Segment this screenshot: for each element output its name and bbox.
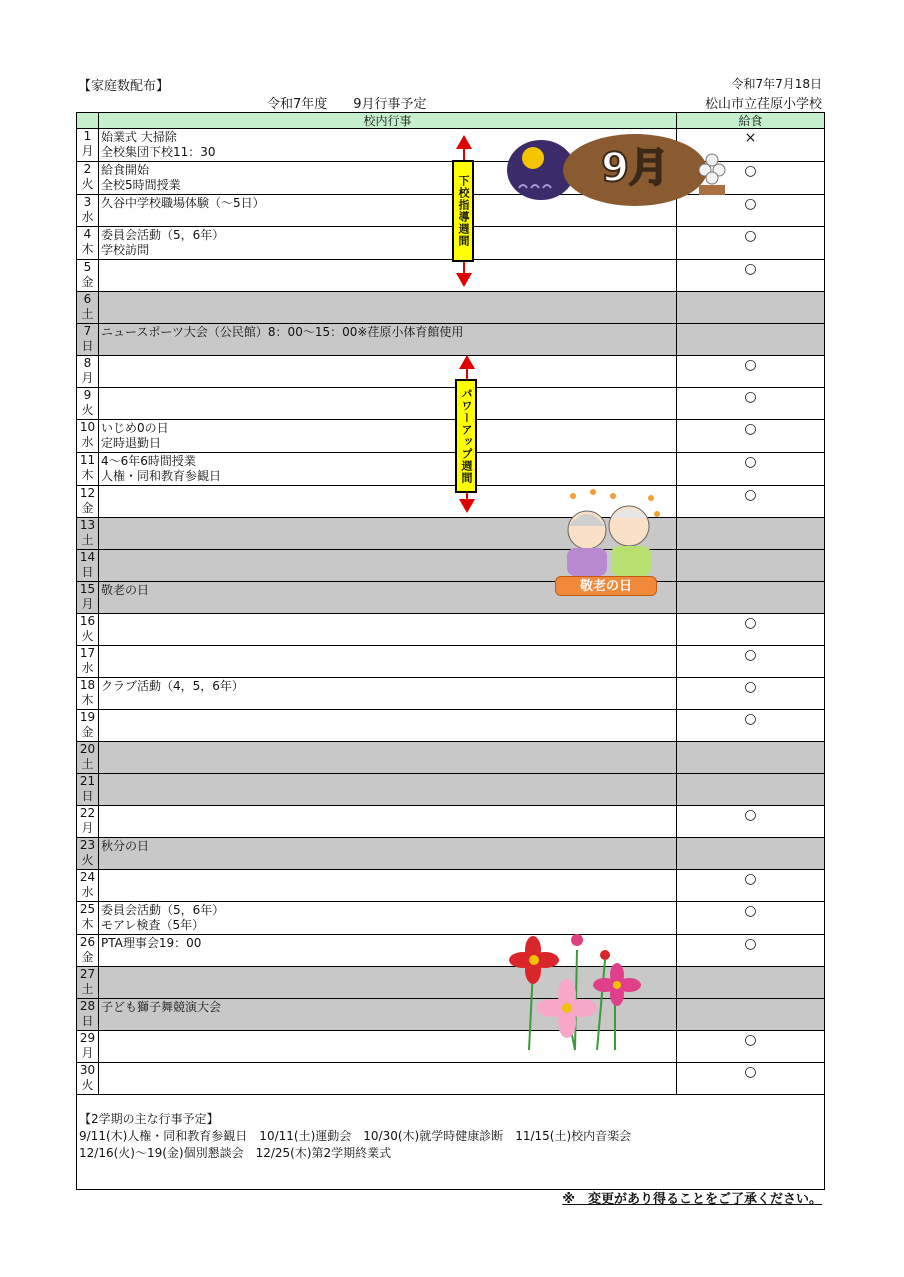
day-cell	[77, 292, 99, 324]
lunch-mark: ○	[744, 615, 757, 631]
event-text: 委員会活動（5，6年）	[101, 228, 225, 242]
lunch-cell	[677, 292, 825, 324]
day-cell	[77, 227, 99, 260]
event-text: 学校訪問	[101, 243, 150, 257]
lunch-cell	[677, 774, 825, 806]
lunch-cell	[677, 710, 825, 742]
day-cell	[77, 518, 99, 550]
day-row	[77, 999, 825, 1031]
day-row	[77, 838, 825, 870]
weekday: 水	[81, 885, 94, 899]
weekday: 土	[81, 533, 94, 547]
weekday: 土	[81, 757, 94, 771]
day-row	[77, 486, 825, 518]
lunch-mark: ○	[744, 421, 757, 437]
lunch-cell	[677, 453, 825, 486]
events-cell	[99, 260, 677, 292]
weekday: 金	[81, 275, 94, 289]
event-text: モアレ検査（5年）	[101, 918, 205, 932]
day-number: 15	[79, 582, 96, 596]
weekday: 日	[81, 789, 94, 803]
lunch-mark: ○	[744, 228, 757, 244]
lunch-cell	[677, 518, 825, 550]
day-row	[77, 292, 825, 324]
day-row	[77, 518, 825, 550]
notes-line-2: 12/16(火)～19(金)個別懇談会 12/25(木)第2学期終業式	[79, 1146, 392, 1160]
lunch-cell	[677, 227, 825, 260]
lunch-cell	[677, 260, 825, 292]
day-number: 26	[79, 935, 96, 949]
weekday: 水	[81, 435, 94, 449]
day-number: 9	[83, 388, 92, 402]
weekday: 土	[81, 307, 94, 321]
events-cell	[99, 806, 677, 838]
lunch-cell	[677, 1031, 825, 1063]
weekday: 月	[81, 371, 94, 385]
weekday: 金	[81, 950, 94, 964]
day-row	[77, 550, 825, 582]
lunch-mark: ○	[744, 807, 757, 823]
weekday: 木	[81, 468, 94, 482]
events-cell	[99, 646, 677, 678]
day-number: 14	[79, 550, 96, 564]
term-schedule-notes	[76, 1085, 825, 1190]
events-cell	[99, 614, 677, 646]
weekday: 日	[81, 1014, 94, 1028]
day-row	[77, 870, 825, 902]
lunch-cell	[677, 420, 825, 453]
event-text: PTA理事会19：00	[101, 936, 202, 950]
weekday: 木	[81, 693, 94, 707]
day-row	[77, 710, 825, 742]
week2-label: パワーアップ週間	[455, 379, 477, 493]
weekday: 水	[81, 210, 94, 224]
weekday: 水	[81, 661, 94, 675]
events-cell	[99, 227, 677, 260]
page-title: 令和7年度 9月行事予定	[267, 97, 427, 112]
weekday: 月	[81, 1046, 94, 1060]
events-column-header: 校内行事	[99, 113, 677, 129]
weekday: 月	[81, 821, 94, 835]
day-number: 25	[79, 902, 96, 916]
events-cell	[99, 388, 677, 420]
day-cell	[77, 806, 99, 838]
lunch-cell	[677, 806, 825, 838]
day-row	[77, 806, 825, 838]
lunch-cell	[677, 999, 825, 1031]
day-cell	[77, 838, 99, 870]
day-number: 10	[79, 420, 96, 434]
events-cell	[99, 678, 677, 710]
lunch-cell	[677, 742, 825, 774]
day-number: 24	[79, 870, 96, 884]
day-number: 23	[79, 838, 96, 852]
lunch-cell	[677, 967, 825, 999]
lunch-cell	[677, 870, 825, 902]
cosmos-flowers-icon	[505, 930, 655, 1054]
day-number: 18	[79, 678, 96, 692]
day-row	[77, 582, 825, 614]
events-cell	[99, 774, 677, 806]
weekday: 火	[81, 177, 94, 191]
notes-line-1: 9/11(木)人権・同和教育参観日 10/11(土)運動会 10/30(木)就学時健康診断 11/15(土)校内音楽会	[79, 1129, 632, 1143]
event-text: 始業式 大掃除	[101, 130, 177, 144]
events-cell	[99, 838, 677, 870]
day-column-header	[77, 113, 99, 129]
event-text: ニュースポーツ大会（公民館）8：00～15：00※荏原小体育館使用	[101, 325, 464, 339]
lunch-cell	[677, 486, 825, 518]
day-cell	[77, 453, 99, 486]
day-number: 22	[79, 806, 96, 820]
day-cell	[77, 420, 99, 453]
lunch-cell	[677, 678, 825, 710]
lunch-mark: ○	[744, 163, 757, 179]
keirou-badge: 敬老の日	[555, 576, 657, 596]
day-row	[77, 324, 825, 356]
day-row	[77, 902, 825, 935]
day-cell	[77, 710, 99, 742]
event-text: クラブ活動（4，5，6年）	[101, 679, 244, 693]
event-text: 秋分の日	[101, 839, 150, 853]
footer-disclaimer: ※ 変更があり得ることをご了承ください。	[562, 1192, 822, 1207]
day-cell	[77, 774, 99, 806]
day-number: 21	[79, 774, 96, 788]
day-cell	[77, 614, 99, 646]
distribution-label: 【家庭数配布】	[78, 79, 170, 94]
weekday: 火	[81, 403, 94, 417]
event-text: 子ども獅子舞競演大会	[101, 1000, 222, 1014]
lunch-mark: ○	[744, 1064, 757, 1080]
weekday: 火	[81, 629, 94, 643]
lunch-cell	[677, 550, 825, 582]
day-row	[77, 420, 825, 453]
day-cell	[77, 582, 99, 614]
day-cell	[77, 550, 99, 582]
school-name: 松山市立荏原小学校	[704, 97, 822, 112]
day-row	[77, 646, 825, 678]
lunch-cell	[677, 582, 825, 614]
day-cell	[77, 646, 99, 678]
day-cell	[77, 902, 99, 935]
lunch-cell	[677, 902, 825, 935]
day-cell	[77, 324, 99, 356]
lunch-mark: ○	[744, 871, 757, 887]
week1-label: 下校指導週間	[452, 160, 474, 262]
day-number: 7	[83, 324, 92, 338]
event-text: いじめ0の日	[101, 421, 169, 435]
day-number: 1	[83, 129, 92, 143]
day-cell	[77, 129, 99, 162]
weekday: 月	[81, 597, 94, 611]
event-text: 人権・同和教育参観日	[101, 469, 222, 483]
day-cell	[77, 195, 99, 227]
issue-date: 令和7年7月18日	[731, 77, 822, 91]
weekday: 火	[81, 853, 94, 867]
day-number: 5	[83, 260, 92, 274]
day-row	[77, 774, 825, 806]
day-number: 4	[83, 227, 92, 241]
day-number: 11	[79, 453, 96, 467]
weekday: 木	[81, 242, 94, 256]
day-cell	[77, 742, 99, 774]
lunch-mark: ○	[744, 389, 757, 405]
day-row	[77, 388, 825, 420]
weekday: 土	[81, 982, 94, 996]
day-number: 3	[83, 195, 92, 209]
day-number: 17	[79, 646, 96, 660]
lunch-mark: ○	[744, 936, 757, 952]
day-number: 30	[79, 1063, 96, 1077]
event-text: 4～6年6時間授業	[101, 454, 196, 468]
lunch-cell	[677, 646, 825, 678]
day-row	[77, 742, 825, 774]
lunch-mark: ○	[744, 487, 757, 503]
lunch-mark: ○	[744, 679, 757, 695]
day-cell	[77, 1031, 99, 1063]
weekday: 日	[81, 565, 94, 579]
day-number: 29	[79, 1031, 96, 1045]
day-row	[77, 260, 825, 292]
day-cell	[77, 935, 99, 967]
events-cell	[99, 292, 677, 324]
lunch-mark: ○	[744, 711, 757, 727]
day-cell	[77, 967, 99, 999]
lunch-mark: ○	[744, 647, 757, 663]
event-text: 全校5時間授業	[101, 178, 181, 192]
event-text: 定時退勤日	[101, 436, 162, 450]
event-text: 委員会活動（5，6年）	[101, 903, 225, 917]
lunch-mark: ×	[744, 130, 757, 146]
lunch-mark: ○	[744, 1032, 757, 1048]
day-cell	[77, 486, 99, 518]
weekday: 金	[81, 501, 94, 515]
notes-heading: 【2学期の主な行事予定】	[79, 1112, 219, 1126]
grandparents-icon	[553, 488, 663, 578]
day-number: 16	[79, 614, 96, 628]
events-cell	[99, 870, 677, 902]
events-cell	[99, 356, 677, 388]
lunch-mark: ○	[744, 903, 757, 919]
lunch-mark: ○	[744, 454, 757, 470]
day-number: 27	[79, 967, 96, 981]
events-cell	[99, 742, 677, 774]
events-cell	[99, 420, 677, 453]
day-row	[77, 227, 825, 260]
lunch-column-header: 給食	[677, 113, 825, 129]
day-number: 6	[83, 292, 92, 306]
day-row	[77, 614, 825, 646]
event-text: 敬老の日	[101, 583, 150, 597]
day-number: 19	[79, 710, 96, 724]
day-row	[77, 1031, 825, 1063]
weekday: 金	[81, 725, 94, 739]
lunch-mark: ○	[744, 357, 757, 373]
day-cell	[77, 260, 99, 292]
day-number: 8	[83, 356, 92, 370]
day-cell	[77, 162, 99, 195]
day-cell	[77, 356, 99, 388]
event-text: 久谷中学校職場体験（～5日）	[101, 196, 265, 210]
day-row	[77, 678, 825, 710]
day-number: 20	[79, 742, 96, 756]
month-badge	[505, 130, 735, 210]
day-number: 12	[79, 486, 96, 500]
lunch-cell	[677, 838, 825, 870]
weekday: 月	[81, 144, 94, 158]
day-number: 28	[79, 999, 96, 1013]
lunch-mark: ○	[744, 261, 757, 277]
month-badge-text: 9月	[601, 145, 669, 191]
keirou-illustration	[553, 488, 663, 600]
day-number: 2	[83, 162, 92, 176]
event-text: 給食開始	[101, 163, 150, 177]
day-row	[77, 935, 825, 967]
lunch-cell	[677, 935, 825, 967]
day-cell	[77, 678, 99, 710]
lunch-cell	[677, 356, 825, 388]
weekday: 火	[81, 1078, 94, 1092]
day-cell	[77, 388, 99, 420]
day-row	[77, 967, 825, 999]
schedule-table	[76, 112, 825, 1095]
day-row	[77, 356, 825, 388]
day-cell	[77, 999, 99, 1031]
day-row	[77, 453, 825, 486]
lunch-cell	[677, 388, 825, 420]
events-cell	[99, 324, 677, 356]
lunch-cell	[677, 324, 825, 356]
lunch-mark: ○	[744, 196, 757, 212]
event-text: 全校集団下校11：30	[101, 145, 216, 159]
events-cell	[99, 710, 677, 742]
weekday: 日	[81, 339, 94, 353]
weekday: 木	[81, 917, 94, 931]
events-cell	[99, 453, 677, 486]
lunch-cell	[677, 614, 825, 646]
day-cell	[77, 870, 99, 902]
day-number: 13	[79, 518, 96, 532]
